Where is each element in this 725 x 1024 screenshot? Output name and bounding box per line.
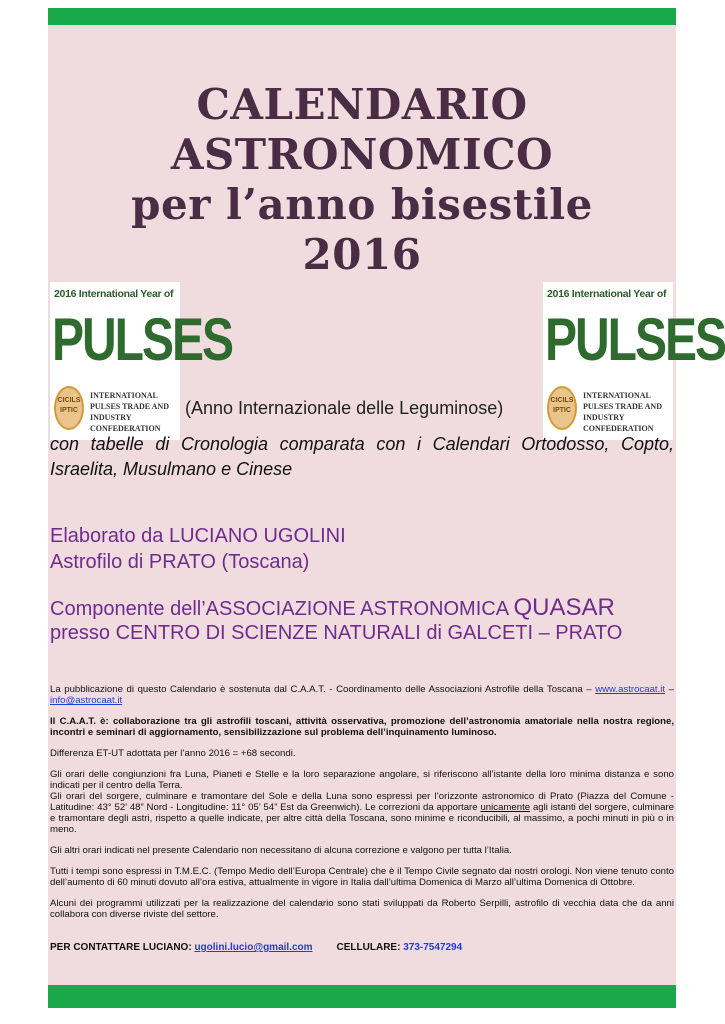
association-prefix: Componente dell’ASSOCIAZIONE ASTRONOMICA <box>50 598 514 620</box>
body-paragraph-7: Alcuni dei programmi utilizzati per la realizzazione del calendario sono stati sviluppati da Roberto Serpilli, astrofilo di vecchia data che da anni collabora con diverse riviste del settore. <box>50 898 674 920</box>
pulses-logo-left <box>50 282 233 440</box>
association-line-2: presso CENTRO DI SCIENZE NATURALI di GALCETI – PRATO <box>50 622 623 644</box>
association-line-1 <box>50 596 622 621</box>
body-paragraph-4 <box>50 769 674 835</box>
author-line-2: Astrofilo di PRATO (Toscana) <box>50 551 310 573</box>
body-paragraph-6: Tutti i tempi sono espressi in T.M.E.C. (Tempo Medio dell’Europa Centrale) che è il Tempo Civile segnato dai nostri orologi. Non viene tenuto conto dell’aumento di 60 minuti dovuto all’ora estiva, attualmente in vigore in Italia dall’ultima Domenica di Marzo all’ultima Domenica di Ottobre. <box>50 866 674 888</box>
anno-internazionale-text: (Anno Internazionale delle Leguminose) <box>185 398 504 418</box>
body-p1-sep: – <box>665 684 674 695</box>
contact-line <box>50 942 462 953</box>
association-name: QUASAR <box>513 594 615 621</box>
logo-year-text: 2016 International Year of <box>547 288 667 300</box>
title-line-1: CALENDARIO <box>196 80 528 129</box>
association-block <box>50 596 622 645</box>
title-line-4: 2016 <box>302 230 422 279</box>
body-p4b-pre: Gli orari del sorgere, culminare e tramontare del Sole e della Luna sono espressi per l’orizzonte astronomico di Prato (Piazza del Comune - Latitudine: 43° 52’ 48” Nord - Longitudine: 11° 05’ 54” Est da Greenwich). Le correzioni da apportare <box>50 791 674 813</box>
page-panel <box>48 25 725 985</box>
body-paragraph-5: Gli altri orari indicati nel presente Calendario non necessitano di alcuna correzione e valgono per tutta l’Italia. <box>50 845 512 856</box>
pulses-logo-right <box>543 282 725 440</box>
astrocaat-link[interactable]: www.astrocaat.it <box>595 684 666 695</box>
contact-label: PER CONTATTARE LUCIANO: <box>50 942 195 953</box>
body-p1-text: La pubblicazione di questo Calendario è sostenuta dal C.A.A.T. - Coordinamento delle Associazioni Astrofile della Toscana – <box>50 684 596 695</box>
logo-confederation-text: INTERNATIONAL PULSES TRADE AND INDUSTRY CONFEDERATION <box>583 391 662 433</box>
contact-email-link[interactable]: ugolini.lucio@gmail.com <box>194 942 313 953</box>
author-block <box>50 523 346 575</box>
body-p4b-underlined: unicamente <box>480 802 531 813</box>
body-text <box>50 684 674 930</box>
title-line-2: ASTRONOMICO <box>170 130 554 179</box>
body-p4a: Gli orari delle congiunzioni fra Luna, Pianeti e Stelle e la loro separazione angolare, si riferiscono all’istante della loro minima distanza e sono indicati per il centro della Terra. <box>50 769 674 791</box>
body-paragraph-2: Il C.A.A.T. è: collaborazione tra gli astrofili toscani, attività osservativa, promozione dell’astronomia amatoriale nella nostra regione, incontri e seminari di aggiornamento, sensibilizzazione sul problema dell’inquinamento luminoso. <box>50 716 674 738</box>
logo-seal-icon: CICILS IPTIC <box>547 386 577 430</box>
logo-seal-icon: CICILS IPTIC <box>54 386 84 430</box>
bottom-green-bar <box>48 985 676 1008</box>
logo-pulses-text: PULSES <box>545 307 725 374</box>
astrocaat-email-link[interactable]: info@astrocaat.it <box>50 695 123 706</box>
top-green-bar <box>48 8 676 25</box>
logo-year-text: 2016 International Year of <box>54 288 174 300</box>
subtitle-cronologia: con tabelle di Cronologia comparata con i Calendari Ortodosso, Copto, Israelita, Musulmano e Cinese <box>50 434 674 479</box>
body-p4b-post: agli istanti del sorgere, culminare e tramontare degli astri, rispetto a quelle indicate, per altre città della Toscana, sono minime e riconducibili, al massimo, a pochi minuti in più o in meno. <box>50 802 674 835</box>
body-paragraph-1 <box>50 684 674 706</box>
phone-label: CELLULARE: <box>336 942 404 953</box>
logo-confederation-text: INTERNATIONAL PULSES TRADE AND INDUSTRY CONFEDERATION <box>90 391 169 433</box>
phone-number: 373-7547294 <box>403 942 463 953</box>
logo-pulses-text: PULSES <box>52 307 233 374</box>
page-title <box>48 80 676 280</box>
title-line-3: per l’anno bisestile <box>131 180 593 229</box>
body-paragraph-3: Differenza ET-UT adottata per l’anno 2016 = +68 secondi. <box>50 748 296 759</box>
author-line-1: Elaborato da LUCIANO UGOLINI <box>50 525 346 547</box>
